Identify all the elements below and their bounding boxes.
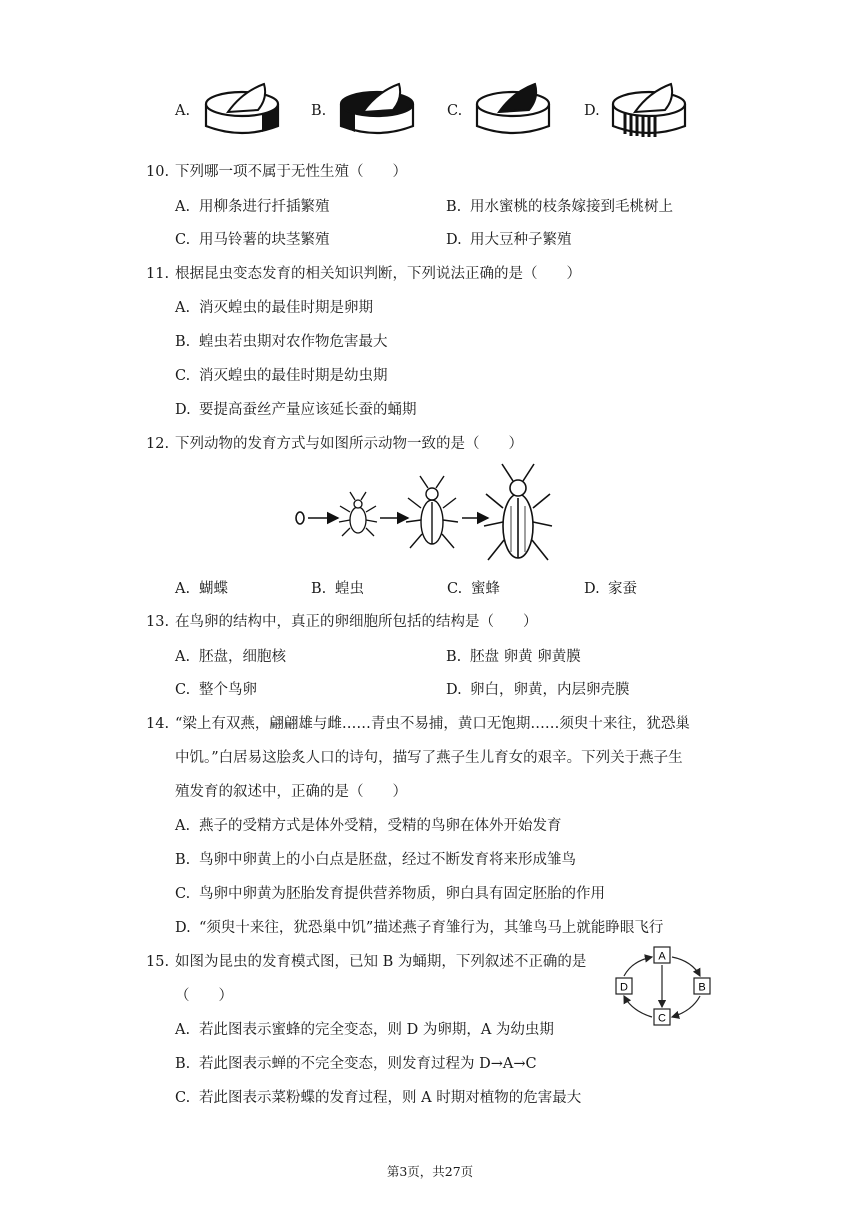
svg-text:B: B	[698, 981, 706, 994]
larva-beetle-icon	[339, 492, 377, 536]
svg-text:D: D	[620, 981, 628, 994]
egg-icon	[296, 512, 304, 524]
q13-option-d: D. 卵白，卵黄，内层卵壳膜	[446, 682, 630, 698]
q14-stem-line-1: “梁上有双燕，翩翩雄与雌……青虫不易捕，黄口无饱期……须臾十来往，犹恐巢	[175, 716, 690, 732]
q14-option-d: D. “须臾十来往，犹恐巢中饥”描述燕子育雏行为，其雏鸟马上就能睁眼飞行	[175, 920, 664, 936]
q11-option-c: C. 消灭蝗虫的最佳时期是幼虫期	[175, 368, 388, 384]
q11-number: 11.	[146, 266, 170, 282]
q14-option-c: C. 鸟卵中卵黄为胚胎发育提供营养物质，卵白具有固定胚胎的作用	[175, 886, 605, 902]
q12-number: 12.	[146, 436, 170, 452]
cycle-node-d	[616, 978, 632, 994]
q15-stem-line-2: （ ）	[175, 988, 233, 1004]
q10-option-d: D. 用大豆种子繁殖	[446, 232, 572, 248]
q9-disc-image-a	[202, 82, 282, 142]
q13-option-c: C. 整个鸟卵	[175, 682, 257, 698]
q14-option-a: A. 燕子的受精方式是体外受精，受精的鸟卵在体外开始发育	[175, 818, 562, 834]
q10-option-b: B. 用水蜜桃的枝条嫁接到毛桃树上	[446, 199, 673, 215]
q11-option-a: A. 消灭蝗虫的最佳时期是卵期	[175, 300, 373, 316]
q12-stem: 下列动物的发育方式与如图所示动物一致的是（ ）	[175, 436, 523, 452]
q10-stem: 下列哪一项不属于无性生殖（ ）	[175, 164, 407, 180]
arrow-b-to-c	[672, 996, 700, 1017]
q11-stem: 根据昆虫变态发育的相关知识判断，下列说法正确的是（ ）	[175, 266, 581, 282]
arrow-a-to-b	[672, 957, 700, 976]
q12-insect-development-figure	[292, 460, 562, 570]
svg-text:C: C	[658, 1012, 666, 1025]
q15-stem-line-1: 如图为昆虫的发育模式图，已知 B 为蛹期，下列叙述不正确的是	[175, 954, 587, 970]
q13-option-a: A. 胚盘，细胞核	[175, 649, 286, 665]
q9-option-d-label: D.	[584, 103, 600, 119]
q9-disc-image-c	[473, 82, 553, 142]
q9-disc-image-d	[609, 82, 689, 142]
page-footer: 第3页，共27页	[386, 1164, 474, 1179]
arrow-c-to-d	[624, 996, 652, 1017]
q14-option-b: B. 鸟卵中卵黄上的小白点是胚盘，经过不断发育将来形成雏鸟	[175, 852, 576, 868]
q12-option-b: B. 蝗虫	[311, 581, 364, 597]
q14-number: 14.	[146, 716, 170, 732]
svg-text:A: A	[658, 950, 666, 963]
q10-option-a: A. 用柳条进行扦插繁殖	[175, 199, 330, 215]
nymph-beetle-icon	[406, 476, 458, 548]
q13-stem: 在鸟卵的结构中，真正的卵细胞所包括的结构是（ ）	[175, 614, 538, 630]
q11-option-d: D. 要提高蚕丝产量应该延长蚕的蛹期	[175, 402, 417, 418]
q13-number: 13.	[146, 614, 170, 630]
q15-cycle-diagram	[612, 945, 722, 1025]
q10-number: 10.	[146, 164, 170, 180]
cycle-node-c	[654, 1009, 670, 1025]
q9-disc-image-b	[337, 82, 417, 142]
cycle-node-b	[694, 978, 710, 994]
q12-option-d: D. 家蚕	[584, 581, 637, 597]
adult-beetle-icon	[484, 464, 552, 560]
q15-number: 15.	[146, 954, 170, 970]
cycle-node-a	[654, 947, 670, 963]
q10-option-c: C. 用马铃薯的块茎繁殖	[175, 232, 330, 248]
q9-option-b-label: B.	[311, 103, 327, 119]
q9-option-a-label: A.	[175, 103, 191, 119]
q15-option-a: A. 若此图表示蜜蜂的完全变态，则 D 为卵期，A 为幼虫期	[175, 1022, 554, 1038]
arrow-d-to-a	[624, 957, 652, 976]
q14-stem-line-3: 殖发育的叙述中，正确的是（ ）	[175, 784, 407, 800]
q14-stem-line-2: 中饥。”白居易这脍炙人口的诗句，描写了燕子生儿育女的艰辛。下列关于燕子生	[175, 750, 683, 766]
q13-option-b: B. 胚盘 卵黄 卵黄膜	[446, 649, 581, 665]
q11-option-b: B. 蝗虫若虫期对农作物危害最大	[175, 334, 388, 350]
q15-option-b: B. 若此图表示蝉的不完全变态，则发育过程为 D→A→C	[175, 1056, 537, 1072]
q12-option-c: C. 蜜蜂	[447, 581, 500, 597]
q12-option-a: A. 蝴蝶	[175, 581, 228, 597]
q9-option-c-label: C.	[447, 103, 463, 119]
q15-option-c: C. 若此图表示菜粉蝶的发育过程，则 A 时期对植物的危害最大	[175, 1090, 582, 1106]
